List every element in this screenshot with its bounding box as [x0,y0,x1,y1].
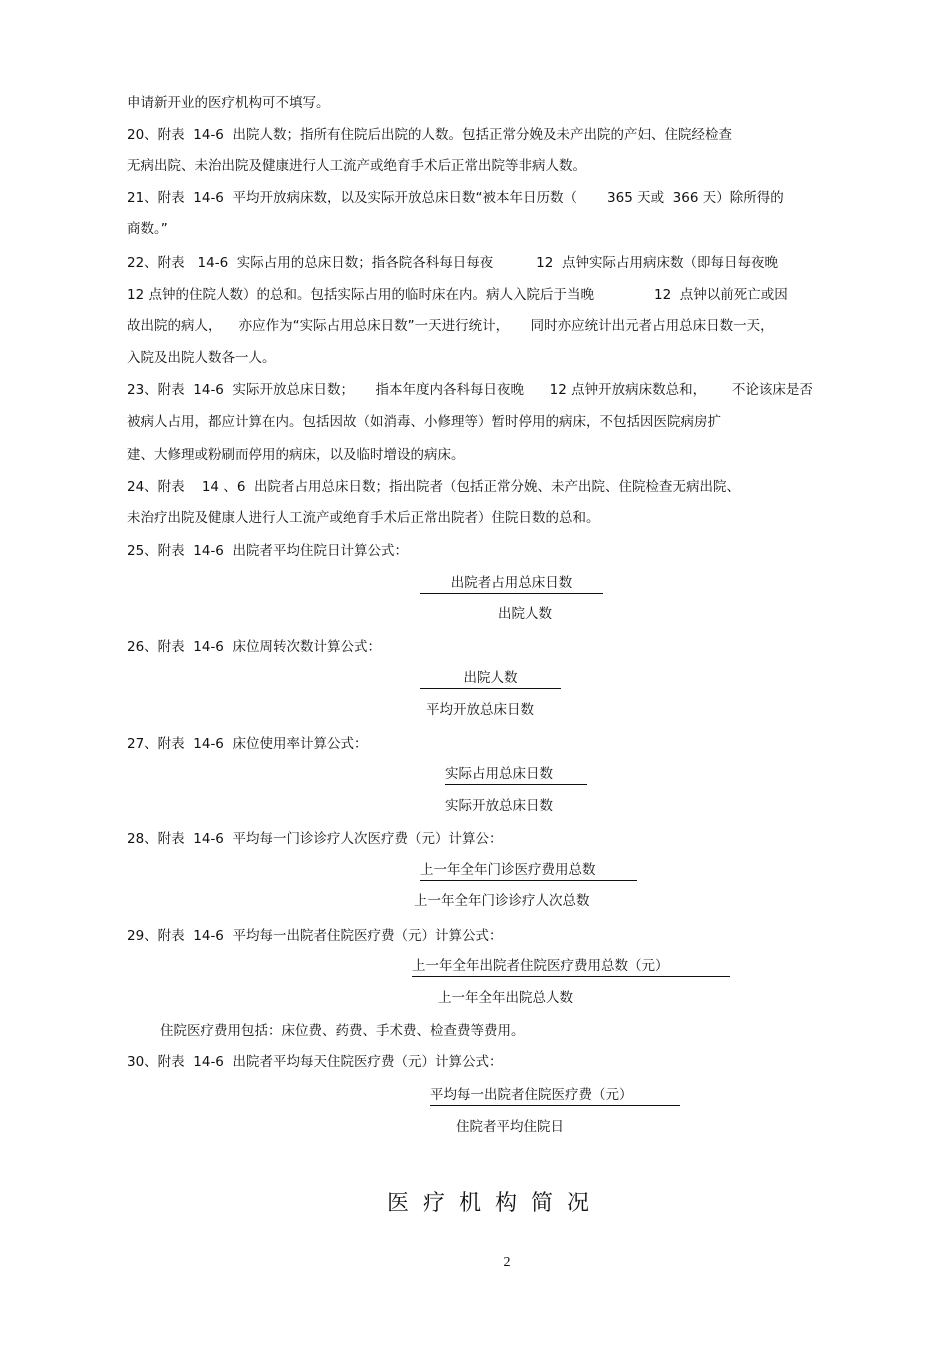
text-line: 商数。” [127,221,168,237]
formula-27-numerator: 实际占用总床日数 [445,765,587,785]
text-line: 建、大修理或粉刷而停用的病床，以及临时增设的病床。 [127,447,465,463]
text-line: 20、附表 14-6 出院人数；指所有住院后出院的人数。包括正常分娩及未产出院的产妇、住院经检查 [127,127,732,143]
text-line: 28、附表 14-6 平均每一门诊诊疗人次医疗费（元）计算公： [127,831,503,847]
text-line: 25、附表 14-6 出院者平均住院日计算公式： [127,543,408,559]
text-line: 入院及出院人数各一人。 [127,350,276,366]
text-line: 住院医疗费用包括：床位费、药费、手术费、检查费等费用。 [160,1023,525,1039]
formula-26-denominator: 平均开放总床日数 [426,702,534,718]
text-line: 26、附表 14-6 床位周转次数计算公式： [127,639,381,655]
formula-26-numerator: 出院人数 [420,669,561,689]
text-line: 无病出院、未治出院及健康进行人工流产或绝育手术后正常出院等非病人数。 [127,158,586,174]
text-line: 故出院的病人， 亦应作为“实际占用总床日数”一天进行统计， 同时亦应统计出元者占用总床日数一天， [127,318,774,334]
text-line: 被病人占用，都应计算在内。包括因故（如消毒、小修理等）暂时停用的病床，不包括因医院病房扩 [127,414,721,430]
text-line: 27、附表 14-6 床位使用率计算公式： [127,736,368,752]
formula-28-numerator: 上一年全年门诊医疗费用总数 [420,861,637,881]
text-line: 23、附表 14-6 实际开放总床日数； 指本年度内各科每日夜晚 12 点钟开放病床数总和， 不论该床是否 [127,382,813,398]
formula-25-denominator: 出院人数 [498,606,552,622]
text-line: 30、附表 14-6 出院者平均每天住院医疗费（元）计算公式： [127,1054,503,1070]
text-line: 29、附表 14-6 平均每一出院者住院医疗费（元）计算公式： [127,928,503,944]
text-line: 21、附表 14-6 平均开放病床数，以及实际开放总床日数“被本年日历数（ 365 天或 366 天）除所得的 [127,190,784,206]
formula-28-denominator: 上一年全年门诊诊疗人次总数 [414,893,590,909]
formula-25-numerator: 出院者占用总床日数 [420,574,603,594]
formula-30-denominator: 住院者平均住院日 [456,1119,564,1135]
text-line: 申请新开业的医疗机构可不填写。 [127,95,330,111]
text-line: 22、附表 14-6 实际占用的总床日数；指各院各科每日每夜 12 点钟实际占用病床数（即每日每夜晚 [127,255,778,271]
text-line: 未治疗出院及健康人进行人工流产或绝育手术后正常出院者）住院日数的总和。 [127,510,600,526]
section-title: 医疗机构简况 [386,1191,603,1216]
formula-29-numerator: 上一年全年出院者住院医疗费用总数（元） [412,957,730,977]
text-line: 24、附表 14 、6 出院者占用总床日数；指出院者（包括正常分娩、未产出院、住院检查无病出院、 [127,479,740,495]
formula-29-denominator: 上一年全年出院总人数 [438,990,573,1006]
page-number: 2 [503,1255,511,1270]
formula-27-denominator: 实际开放总床日数 [445,798,553,814]
formula-30-numerator: 平均每一出院者住院医疗费（元） [430,1086,680,1106]
text-line: 12 点钟的住院人数）的总和。包括实际占用的临时床在内。病人入院后于当晚 12 点钟以前死亡或因 [127,287,788,303]
